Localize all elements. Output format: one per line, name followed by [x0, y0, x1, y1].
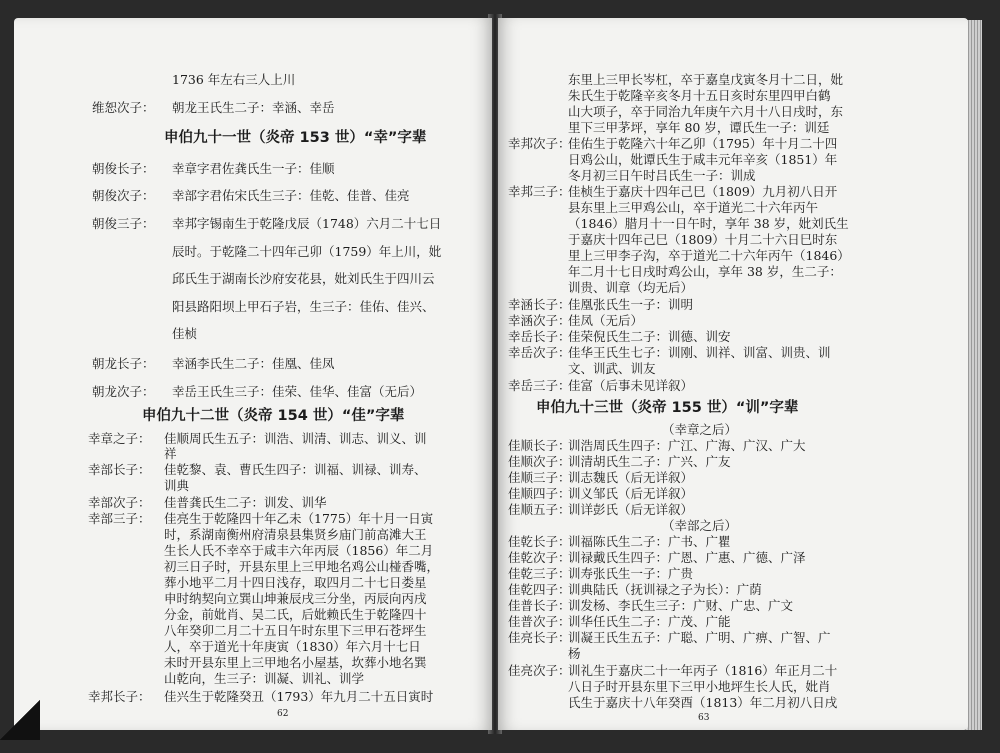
text-line: 训寿张氏生一子：广贵 [568, 566, 694, 581]
text-line: 幸岳王氏生三子：佳荣、佳华、佳富（无后） [172, 384, 423, 399]
section-subheading: （幸章之后） [662, 422, 738, 437]
text-line: 八年癸卯二月二十五日午时东里下三甲石苍坪生 [164, 623, 427, 638]
entry-label: 佳顺五子： [508, 502, 571, 517]
text-line: 山大项子，卒于同治九年庚午六月十八日戌时，东 [568, 104, 844, 119]
right-page [498, 18, 968, 730]
text-line: 于嘉庆十四年己巳（1809）十月二十六日巳时东 [568, 232, 838, 247]
text-line: 未时开县东里上三甲地名小屋基，坎葬小地名巽 [164, 655, 427, 670]
text-line: 佳凰张氏生一子：训明 [568, 297, 694, 312]
text-line: 训浩周氏生四子：广江、广海、广汉、广大 [568, 438, 806, 453]
text-line: 训义邹氏（后无详叙） [568, 486, 694, 501]
entry-label: 朝俊长子： [92, 161, 155, 176]
page-number: 63 [698, 713, 710, 723]
text-line: 幸涵李氏生二子：佳凰、佳凤 [172, 356, 335, 371]
text-line: 幸部字君佑宋氏生三子：佳乾、佳普、佳亮 [172, 188, 410, 203]
text-line: 文、训武、训友 [568, 361, 656, 376]
entry-label: 幸涵长子： [508, 297, 571, 312]
text-line: 时，系湖南衡州府清泉县集贤乡庙门前高滩大王 [164, 527, 427, 542]
text-line: 初三日子时，开县东里上三甲地名鸡公山椪香嘴， [164, 559, 440, 574]
entry-label: 佳普长子： [508, 598, 571, 613]
text-line: 年二月十七日戌时鸡公山，享年 38 岁，生二子： [568, 264, 842, 279]
entry-label: 幸部三子： [88, 511, 151, 526]
text-line: 训典 [164, 478, 190, 493]
text-line: 朱氏生于乾隆辛亥冬月十五日亥时东里四甲白鹤 [568, 88, 831, 103]
entry-label: 佳亮长子： [508, 630, 571, 645]
text-line: 幸章字君佐龚氏生一子：佳顺 [172, 161, 335, 176]
entry-label: 佳乾四子： [508, 582, 571, 597]
text-line: 佳兴生于乾隆癸丑（1793）年九月二十五日寅时 [164, 689, 434, 704]
text-line: 训华任氏生二子：广茂、广能 [568, 614, 731, 629]
text-line: （1846）腊月十一日午时，享年 38 岁，妣刘氏生 [568, 216, 849, 231]
text-line: 辰时。于乾隆二十四年己卯（1759）年上川，妣 [172, 244, 442, 259]
text-line: 葬小地平二月十四日浅存，取四月二十七日娄星 [164, 575, 427, 590]
entry-label: 朝龙次子： [92, 384, 155, 399]
text-line: 冬月初三日午时吕氏生一子：训成 [568, 168, 756, 183]
text-line: 氏生于嘉庆十八年癸酉（1813）年二月初八日戌 [568, 695, 838, 710]
text-line: 佳亮生于乾隆四十年乙未（1775）年十月一日寅 [164, 511, 434, 526]
entry-label: 佳顺三子： [508, 470, 571, 485]
entry-label: 幸部长子： [88, 462, 151, 477]
text-line: 佳桢 [172, 326, 198, 341]
entry-label: 幸章之子： [88, 431, 151, 446]
text-line: 杨 [568, 646, 581, 661]
text-line: 日鸡公山，妣谭氏生于咸丰元年辛亥（1851）年 [568, 152, 838, 167]
entry-label: 幸邦次子： [508, 136, 571, 151]
entry-label: 佳顺长子： [508, 438, 571, 453]
entry-label: 幸邦三子： [508, 184, 571, 199]
text-line: 训详彭氏（后无详叙） [568, 502, 694, 517]
text-line: 训志魏氏（后无详叙） [568, 470, 694, 485]
text-line: 申时纳契向立巽山坤兼辰戌三分坐，丙辰向丙戌 [164, 591, 427, 606]
text-line: 东里上三甲长岑杠，卒于嘉皇戊寅冬月十二日，妣 [568, 72, 844, 87]
text-line: 祥 [164, 446, 177, 461]
entry-label: 佳顺次子： [508, 454, 571, 469]
generation-heading: 申伯九十一世（炎帝 153 世）“幸”字辈 [164, 130, 427, 146]
entry-label: 佳普次子： [508, 614, 571, 629]
entry-label: 幸邦长子： [88, 689, 151, 704]
entry-label: 朝俊三子： [92, 216, 155, 231]
entry-label: 维恕次子： [92, 100, 155, 115]
text-line: 生长人氏不幸卒于咸丰六年丙辰（1856）年二月 [164, 543, 434, 558]
text-line: 山乾向，生三子：训凝、训礼、训学 [164, 671, 365, 686]
text-line: 训礼生于嘉庆二十一年丙子（1816）年正月二十 [568, 663, 838, 678]
entry-label: 佳顺四子： [508, 486, 571, 501]
text-line: 幸邦字锡南生于乾隆戊辰（1748）六月二十七日 [172, 216, 442, 231]
page-edges [966, 20, 982, 730]
text-line: 佳顺周氏生五子：训浩、训清、训志、训义、训 [164, 431, 427, 446]
text-line: 训禄戴氏生四子：广恩、广惠、广德、广泽 [568, 550, 806, 565]
text-line: 1736 年左右三人上川 [172, 72, 296, 87]
text-line: 八日子时开县东里下三甲小地坪生长人氏，妣肖 [568, 679, 831, 694]
text-line: 佳普龚氏生二子：训发、训华 [164, 495, 327, 510]
entry-label: 佳乾长子： [508, 534, 571, 549]
text-line: 训发杨、李氏生三子：广财、广忠、广文 [568, 598, 794, 613]
text-line: 阳县路阳坝上甲石子岩，生三子：佳佑、佳兴、 [172, 299, 435, 314]
text-line: 训典陆氏（抚训禄之子为长）：广荫 [568, 582, 762, 597]
page-corner-shadow [0, 700, 40, 740]
text-line: 训清胡氏生二子：广兴、广友 [568, 454, 731, 469]
text-line: 朝龙王氏生二子：幸涵、幸岳 [172, 100, 335, 115]
text-line: 佳桢生于嘉庆十四年己巳（1809）九月初八日开 [568, 184, 838, 199]
text-line: 里下三甲茅坪，享年 80 岁，谭氏生一子：训廷 [568, 120, 830, 135]
text-line: 人，卒于道光十年庚寅（1830）年六月十七日 [164, 639, 421, 654]
text-line: 邱氏生于湖南长沙府安花县，妣刘氏生于四川云 [172, 271, 435, 286]
text-line: 县东里上三甲鸡公山，卒于道光二十六年丙午 [568, 200, 819, 215]
page-number: 62 [277, 709, 289, 719]
text-line: 训贵、训章（均无后） [568, 280, 694, 295]
text-line: 佳佑生于乾隆六十年乙卯（1795）年十月二十四 [568, 136, 838, 151]
text-line: 佳华王氏生七子：训刚、训祥、训富、训贵、训 [568, 345, 831, 360]
entry-label: 幸部次子： [88, 495, 151, 510]
generation-heading: 申伯九十三世（炎帝 155 世）“训”字辈 [536, 400, 799, 416]
text-line: 佳凤（无后） [568, 313, 644, 328]
entry-label: 幸岳三子： [508, 378, 571, 393]
entry-label: 幸岳次子： [508, 345, 571, 360]
text-line: 分金，前妣肖、吴二氏，后妣赖氏生于乾隆四十 [164, 607, 427, 622]
entry-label: 佳乾三子： [508, 566, 571, 581]
entry-label: 佳亮次子： [508, 663, 571, 678]
text-line: 训福陈氏生二子：广书、广瞿 [568, 534, 731, 549]
entry-label: 朝龙长子： [92, 356, 155, 371]
text-line: 佳乾黎、袁、曹氏生四子：训福、训禄、训寿、 [164, 462, 427, 477]
text-line: 里上三甲李子沟，卒于道光二十六年丙午（1846） [568, 248, 850, 263]
entry-label: 幸涵次子： [508, 313, 571, 328]
text-line: 佳富（后事未见详叙） [568, 378, 694, 393]
entry-label: 幸岳长子： [508, 329, 571, 344]
entry-label: 佳乾次子： [508, 550, 571, 565]
left-page [14, 18, 492, 730]
text-line: 训凝王氏生五子：广聪、广明、广痹、广智、广 [568, 630, 831, 645]
entry-label: 朝俊次子： [92, 188, 155, 203]
section-subheading: （幸部之后） [662, 518, 738, 533]
generation-heading: 申伯九十二世（炎帝 154 世）“佳”字辈 [142, 408, 405, 424]
text-line: 佳荣倪氏生二子：训德、训安 [568, 329, 731, 344]
